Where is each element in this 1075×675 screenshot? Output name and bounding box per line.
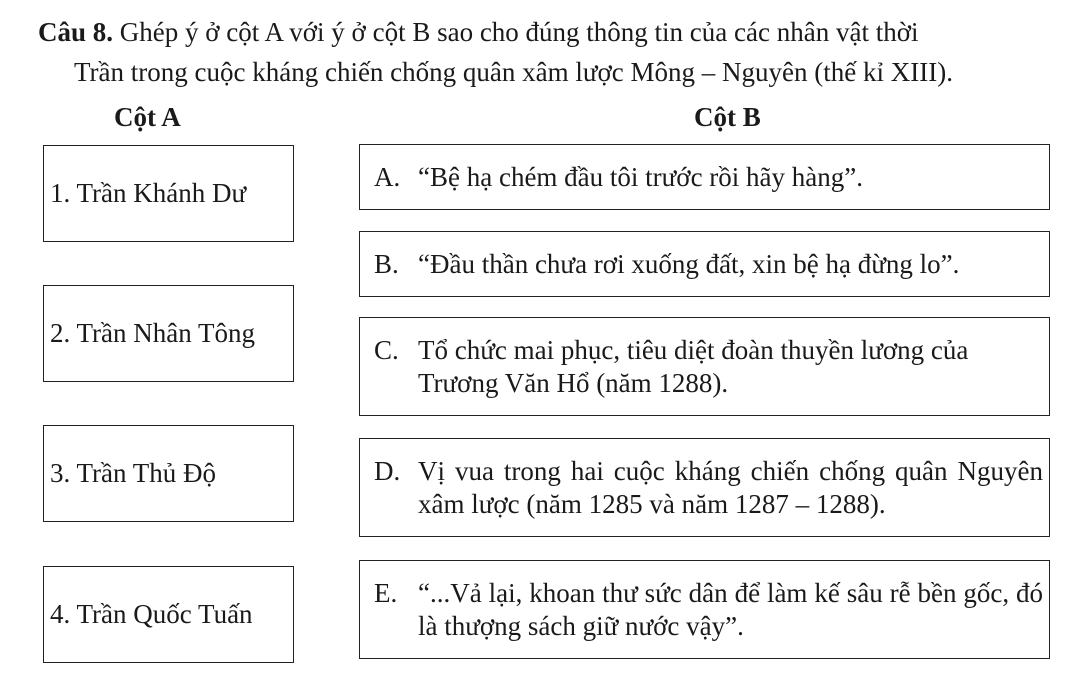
item-letter: E. — [374, 577, 398, 608]
column-b-item-e[interactable] — [359, 560, 1050, 659]
item-text: Vị vua trong hai cuộc kháng chiến chống quân Nguyên xâm lược (năm 1285 và năm 1287 – 1288). — [418, 455, 1043, 519]
item-letter: A. — [374, 161, 401, 192]
question-line-1 — [38, 12, 1058, 52]
question-number: Câu 8. — [38, 17, 114, 47]
column-a-item-1[interactable]: 1. Trần Khánh Dư — [43, 145, 294, 242]
question-text-1: Ghép ý ở cột A với ý ở cột B sao cho đúng thông tin của các nhân vật thời — [113, 17, 919, 47]
column-a-item-2[interactable]: 2. Trần Nhân Tông — [43, 285, 294, 382]
item-text: “Bệ hạ chém đầu tôi trước rồi hãy hàng”. — [418, 161, 863, 192]
column-a-item-3[interactable]: 3. Trần Thủ Độ — [43, 425, 294, 522]
item-text: “...Vả lại, khoan thư sức dân để làm kế sâu rễ bền gốc, đó là thượng sách giữ nước vậy”. — [418, 577, 1043, 641]
column-b-item-a[interactable] — [359, 144, 1050, 210]
column-a-header: Cột A — [114, 102, 181, 132]
item-text: Tổ chức mai phục, tiêu diệt đoàn thuyền lương của Trương Văn Hổ (năm 1288). — [418, 334, 969, 398]
column-b-header: Cột B — [694, 102, 761, 132]
item-text: “Đầu thần chưa rơi xuống đất, xin bệ hạ đừng lo”. — [418, 248, 960, 279]
column-a-item-4[interactable]: 4. Trần Quốc Tuấn — [43, 566, 294, 663]
item-letter: C. — [374, 334, 399, 365]
item-letter: B. — [374, 248, 399, 279]
item-letter: D. — [374, 455, 401, 486]
question-line-2: Trần trong cuộc kháng chiến chống quân xâm lược Mông – Nguyên (thế kỉ XIII). — [74, 57, 953, 87]
column-b-item-b[interactable] — [359, 231, 1050, 297]
column-b-item-d[interactable] — [359, 438, 1050, 537]
question-prompt — [38, 12, 1058, 92]
column-b-item-c[interactable] — [359, 317, 1050, 416]
